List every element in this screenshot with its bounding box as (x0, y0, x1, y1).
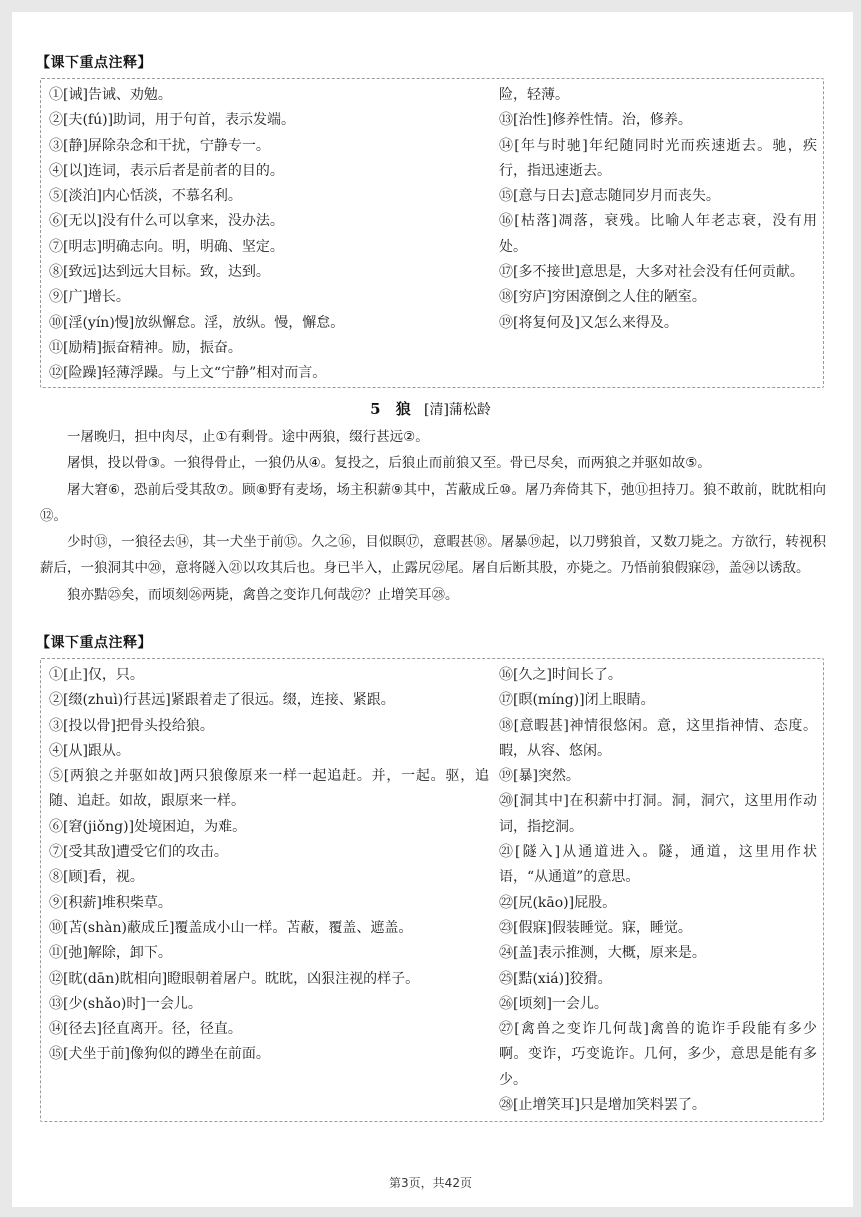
note-item: ⑩[淫(yín)慢]放纵懈怠。淫，放纵。慢，懈怠。 (49, 314, 345, 331)
story-paragraph: 屠大窘⑥，恐前后受其敌⑦。顾⑧野有麦场，场主积薪⑨其中，苫蔽成丘⑩。屠乃奔倚其下，弛⑪担持刀。狼不敢前，眈眈相向⑫。 (40, 481, 826, 524)
note-item: ⑱[意暇甚]神情很悠闲。意，这里指神情、态度。暇，从容、悠闲。 (499, 717, 817, 759)
note-item: ⑩[苫(shàn)蔽成丘]覆盖成小山一样。苫蔽，覆盖、遮盖。 (49, 919, 413, 936)
story-title (0, 398, 861, 419)
notes-heading-2: 【课下重点注释】 (36, 635, 152, 651)
note-item: ①[止]仅，只。 (49, 667, 144, 683)
note-item: ㉖[顷刻]一会儿。 (499, 995, 608, 1012)
note-item: ⑦[明志]明确志向。明，明确、坚定。 (49, 238, 284, 255)
note-item: ⑯[久之]时间长了。 (499, 667, 622, 683)
note-item: ⑪[励精]振奋精神。励，振奋。 (49, 339, 242, 356)
note-item: ①[诫]告诫、劝勉。 (49, 87, 172, 103)
note-item: ㉒[尻(kāo)]屁股。 (499, 894, 617, 911)
note-item: ⑬[少(shǎo)时]一会儿。 (49, 995, 202, 1012)
note-item: ㉕[黠(xiá)]狡猾。 (499, 970, 612, 987)
note-item: ⑫[眈(dān)眈相向]瞪眼朝着屠户。眈眈，凶狠注视的样子。 (49, 970, 420, 987)
note-item: ⑭[年与时驰]年纪随同时光而疾速逝去。驰，疾行，指迅速逝去。 (499, 137, 817, 179)
note-item: ⑧[顾]看，视。 (49, 869, 144, 886)
notes-column-left (49, 663, 489, 1068)
note-item: ㉔[盖]表示推测，大概，原来是。 (499, 945, 706, 962)
note-item: ⑳[洞其中]在积薪中打洞。洞，洞穴，这里用作动词，指挖洞。 (499, 793, 817, 835)
note-item: ⑲[暴]突然。 (499, 768, 580, 785)
notes-box-2 (40, 658, 824, 1122)
story-name: 狼 (395, 400, 411, 418)
note-item: ⑨[广]增长。 (49, 289, 130, 306)
note-item: ⑱[穷庐]穷困潦倒之人住的陋室。 (499, 289, 706, 306)
notes-column-right (499, 663, 817, 1118)
note-item: ⑦[受其敌]遭受它们的攻击。 (49, 844, 228, 861)
note-item: ②[缀(zhuì)行甚远]紧跟着走了很远。缀，连接、紧跟。 (49, 692, 395, 709)
note-item: ④[以]连词，表示后者是前者的目的。 (49, 162, 284, 179)
note-item: ⑮[犬坐于前]像狗似的蹲坐在前面。 (49, 1046, 270, 1063)
note-item: ⑯[枯落]凋落，衰残。比喻人年老志衰，没有用处。 (499, 213, 817, 255)
note-item: ⑤[淡泊]内心恬淡，不慕名利。 (49, 188, 242, 205)
note-item: ⑥[无以]没有什么可以拿来，没办法。 (49, 213, 284, 230)
note-item: ③[静]屏除杂念和干扰，宁静专一。 (49, 137, 270, 154)
notes-column-left (49, 83, 489, 387)
note-item: ⑥[窘(jiǒng)]处境困迫，为难。 (49, 818, 247, 835)
note-item: ㉗[禽兽之变诈几何哉]禽兽的诡诈手段能有多少啊。变诈，巧变诡诈。几何，多少，意思是能有多少。 (499, 1021, 817, 1088)
note-item: ⑤[两狼之并驱如故]两只狼像原来一样一起追赶。并，一起。驱，追随、追赶。如故，跟原来一样。 (49, 768, 489, 810)
notes-heading-1: 【课下重点注释】 (36, 55, 152, 71)
story-number: 5 (370, 400, 381, 418)
note-item: ④[从]跟从。 (49, 742, 130, 759)
page-footer: 第3页，共42页 (389, 1176, 472, 1190)
note-item: ⑮[意与日去]意志随同岁月而丧失。 (499, 188, 720, 205)
story-text (40, 424, 826, 608)
note-item: ⑧[致远]达到远大目标。致，达到。 (49, 264, 270, 281)
notes-box-1 (40, 78, 824, 388)
story-paragraph: 一屠晚归，担中肉尽，止①有剩骨。途中两狼，缀行甚远②。 (67, 429, 429, 445)
note-item: ⑲[将复何及]又怎么来得及。 (499, 314, 678, 331)
story-paragraph: 少时⑬，一狼径去⑭，其一犬坐于前⑮。久之⑯，目似瞑⑰，意暇甚⑱。屠暴⑲起，以刀劈狼首，又数刀毙之。方欲行，转视积薪后，一狼洞其中⑳，意将隧入㉑以攻其后也。身已半入，止露尻㉒尾。屠自后断其股，亦毙之。乃悟前狼假寐㉓，盖㉔以诱敌。 (40, 534, 826, 577)
story-author: [清]蒲松龄 (423, 402, 491, 418)
note-item: ③[投以骨]把骨头投给狼。 (49, 717, 214, 734)
note-item: ⑪[弛]解除，卸下。 (49, 945, 172, 962)
note-item: ⑨[积薪]堆积柴草。 (49, 894, 172, 911)
note-item: ②[夫(fú)]助词，用于句首，表示发端。 (49, 112, 296, 129)
note-item: ⑰[瞑(míng)]闭上眼睛。 (499, 692, 655, 709)
note-item: ⑫[险躁]轻薄浮躁。与上文“宁静”相对而言。 (49, 365, 327, 382)
notes-column-right (499, 83, 817, 336)
story-paragraph: 狼亦黠㉕矣，而顷刻㉖两毙，禽兽之变诈几何哉㉗？止增笑耳㉘。 (67, 586, 459, 603)
note-item: ⑭[径去]径直离开。径，径直。 (49, 1021, 242, 1038)
note-item: ㉓[假寐]假装睡觉。寐，睡觉。 (499, 919, 692, 936)
note-item: ㉘[止增笑耳]只是增加笑料罢了。 (499, 1097, 706, 1114)
note-item: 险，轻薄。 (499, 87, 569, 103)
story-paragraph: 屠惧，投以骨③。一狼得骨止，一狼仍从④。复投之，后狼止而前狼又至。骨已尽矣，而两狼之并驱如故⑤。 (67, 455, 711, 472)
note-item: ⑬[治性]修养性情。治，修养。 (499, 112, 692, 129)
note-item: ⑰[多不接世]意思是，大多对社会没有任何贡献。 (499, 264, 804, 281)
note-item: ㉑[隧入]从通道进入。隧，通道，这里用作状语，“从通道”的意思。 (499, 844, 817, 886)
